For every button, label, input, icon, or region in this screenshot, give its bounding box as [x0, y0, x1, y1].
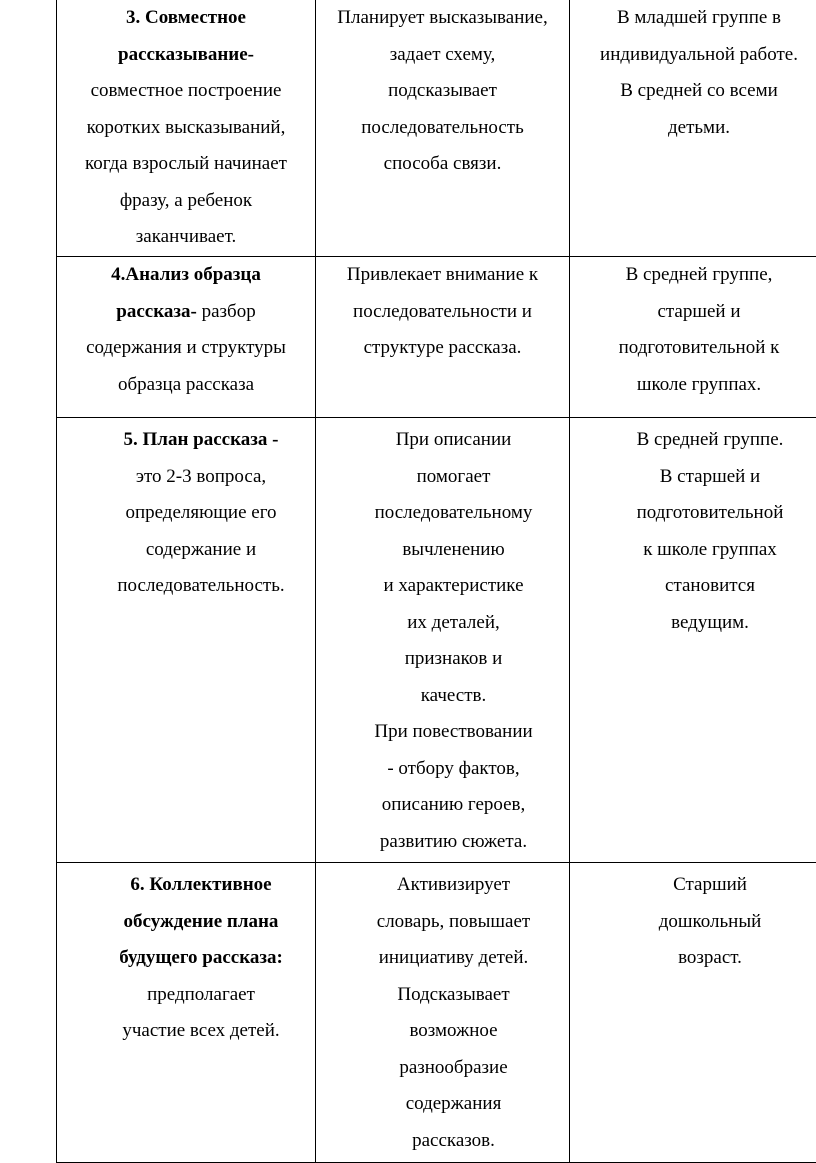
- age-line: подготовительной к: [574, 330, 816, 367]
- method-desc-line: предполагает: [91, 977, 311, 1014]
- method-desc-line: фразу, а ребенок: [61, 183, 311, 220]
- age-line: В старшей и: [596, 459, 816, 496]
- role-line: последовательность: [320, 110, 565, 147]
- method-desc-line: совместное построение: [61, 73, 311, 110]
- role-line: содержания: [342, 1086, 565, 1123]
- role-line: помогает: [342, 459, 565, 496]
- age-line: школе группах.: [574, 367, 816, 404]
- age-cell: [570, 0, 816, 257]
- role-line: последовательности и: [320, 294, 565, 331]
- method-title-line: будущего рассказа:: [91, 940, 311, 977]
- role-line: При описании: [342, 422, 565, 459]
- role-line: качеств.: [342, 678, 565, 715]
- method-title-line: 5. План рассказа -: [91, 422, 311, 459]
- method-desc-line: образца рассказа: [61, 367, 311, 404]
- method-desc-line: коротких высказываний,: [61, 110, 311, 147]
- age-line: становится: [596, 568, 816, 605]
- role-line: вычленению: [342, 532, 565, 569]
- age-line: ведущим.: [596, 605, 816, 642]
- method-title-line: 3. Совместное: [61, 0, 311, 37]
- method-desc-line: содержание и: [91, 532, 311, 569]
- role-line: инициативу детей.: [342, 940, 565, 977]
- age-line: дошкольный: [596, 904, 816, 941]
- age-cell: [570, 418, 816, 863]
- age-line: подготовительной: [596, 495, 816, 532]
- age-line: В средней группе.: [596, 422, 816, 459]
- age-line: В средней группе,: [574, 257, 816, 294]
- role-line: структуре рассказа.: [320, 330, 565, 367]
- method-desc-line: когда взрослый начинает: [61, 146, 311, 183]
- role-line: Подсказывает: [342, 977, 565, 1014]
- method-title-line: 4.Анализ образца: [61, 257, 311, 294]
- age-line: старшей и: [574, 294, 816, 331]
- role-cell: [316, 257, 570, 418]
- role-line: описанию героев,: [342, 787, 565, 824]
- role-line: и характеристике: [342, 568, 565, 605]
- role-line: - отбору фактов,: [342, 751, 565, 788]
- age-line: индивидуальной работе.: [574, 37, 816, 74]
- role-line: При повествовании: [342, 714, 565, 751]
- method-desc-line: содержания и структуры: [61, 330, 311, 367]
- role-line: последовательному: [342, 495, 565, 532]
- method-desc-line: заканчивает.: [61, 219, 311, 256]
- method-title-line: рассказа-: [116, 301, 197, 322]
- table-row: [57, 863, 816, 1163]
- role-line: подсказывает: [320, 73, 565, 110]
- role-line: Планирует высказывание,: [320, 0, 565, 37]
- method-title-line: обсуждение плана: [91, 904, 311, 941]
- method-desc-line: это 2-3 вопроса,: [91, 459, 311, 496]
- role-cell: [316, 863, 570, 1163]
- method-desc-inline: разбор: [197, 301, 256, 322]
- age-line: к школе группах: [596, 532, 816, 569]
- method-title-line: рассказывание-: [61, 37, 311, 74]
- age-cell: [570, 863, 816, 1163]
- role-cell: [316, 0, 570, 257]
- method-cell: [57, 418, 316, 863]
- method-desc-line: определяющие его: [91, 495, 311, 532]
- method-cell: [57, 0, 316, 257]
- age-line: В младшей группе в: [574, 0, 816, 37]
- age-line: детьми.: [574, 110, 816, 147]
- role-line: разнообразие: [342, 1050, 565, 1087]
- role-line: рассказов.: [342, 1123, 565, 1160]
- age-line: возраст.: [596, 940, 816, 977]
- role-line: словарь, повышает: [342, 904, 565, 941]
- role-line: их деталей,: [342, 605, 565, 642]
- role-cell: [316, 418, 570, 863]
- role-line: признаков и: [342, 641, 565, 678]
- role-line: Активизирует: [342, 867, 565, 904]
- method-title-line: 6. Коллективное: [91, 867, 311, 904]
- age-line: В средней со всеми: [574, 73, 816, 110]
- methods-table: [56, 0, 816, 1163]
- method-desc-line: последовательность.: [91, 568, 311, 605]
- role-line: развитию сюжета.: [342, 824, 565, 861]
- method-cell: [57, 257, 316, 418]
- role-line: возможное: [342, 1013, 565, 1050]
- method-cell: [57, 863, 316, 1163]
- method-desc-line: участие всех детей.: [91, 1013, 311, 1050]
- age-cell: [570, 257, 816, 418]
- table-row: [57, 418, 816, 863]
- role-line: Привлекает внимание к: [320, 257, 565, 294]
- table-row: [57, 0, 816, 257]
- age-line: Старший: [596, 867, 816, 904]
- role-line: способа связи.: [320, 146, 565, 183]
- table-row: [57, 257, 816, 418]
- role-line: задает схему,: [320, 37, 565, 74]
